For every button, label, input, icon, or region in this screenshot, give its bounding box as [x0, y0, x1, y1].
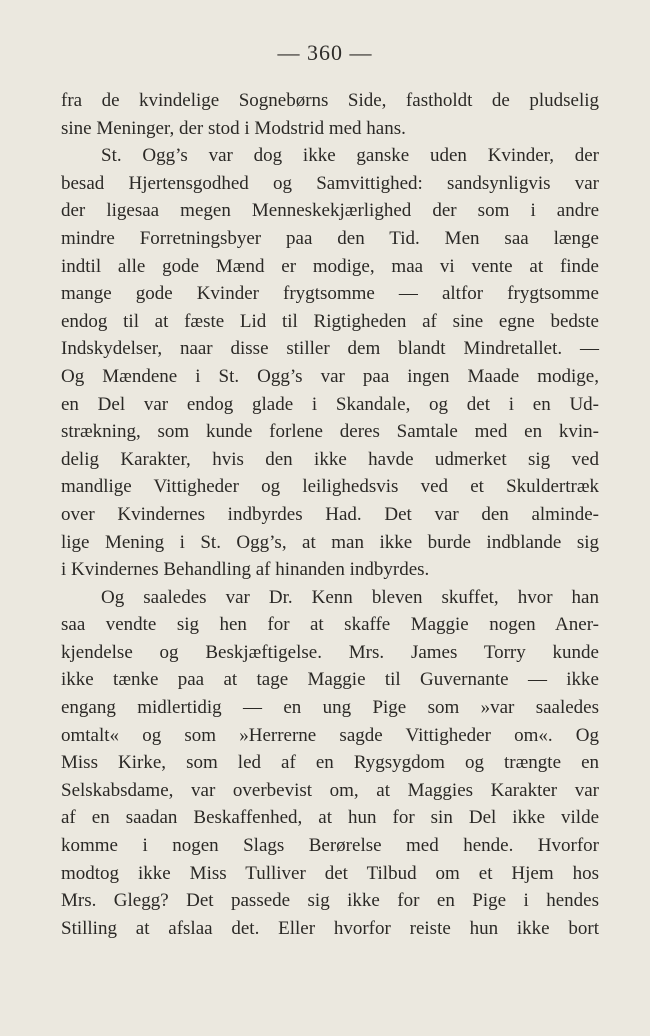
text-line: delig Karakter, hvis den ikke havde udmerket sig ved: [61, 448, 599, 470]
text-line: Miss Kirke, som led af en Rygsygdom og trængte en: [61, 752, 599, 774]
text-line: fra de kvindelige Sognebørns Side, fastholdt de pludselig: [61, 90, 599, 111]
text-line: modtog ikke Miss Tulliver det Tilbud om et Hjem hos: [61, 862, 599, 884]
text-line: omtalt« og som »Herrerne sagde Vittigheder om«. Og: [61, 724, 599, 746]
text-line: der ligesaa megen Menneskekjærlighed der som i andre: [61, 200, 599, 222]
text-line: mindre Forretningsbyer paa den Tid. Men saa længe: [61, 227, 599, 249]
text-line: ikke tænke paa at tage Maggie til Guvernante — ikke: [61, 669, 599, 691]
text-line: sine Meninger, der stod i Modstrid med hans.: [61, 117, 406, 139]
text-line: en Del var endog glade i Skandale, og det i en Ud-: [61, 393, 599, 415]
text-line: Mrs. Glegg? Det passede sig ikke for en Pige i hendes: [61, 890, 599, 912]
text-line: over Kvindernes indbyrdes Had. Det var den alminde-: [61, 503, 599, 525]
text-line: komme i nogen Slags Berørelse med hende. Hvorfor: [61, 835, 599, 857]
text-line: i Kvindernes Behandling af hinanden indbyrdes.: [61, 559, 430, 581]
text-line: Og Mændene i St. Ogg’s var paa ingen Maade modige,: [61, 365, 599, 387]
text-line: Stilling at afslaa det. Eller hvorfor reiste hun ikke bort: [61, 917, 599, 939]
text-line: St. Ogg’s var dog ikke ganske uden Kvinder, der: [101, 145, 599, 167]
page-number: — 360 —: [277, 40, 373, 65]
text-line: Selskabsdame, var overbevist om, at Maggies Karakter var: [61, 779, 599, 801]
text-line: indtil alle gode Mænd er modige, maa vi vente at finde: [61, 255, 599, 277]
text-line: kjendelse og Beskjæftigelse. Mrs. James Torry kunde: [61, 641, 599, 663]
text-line: af en saadan Beskaffenhed, at hun for sin Del ikke vilde: [61, 807, 599, 829]
text-line: saa vendte sig hen for at skaffe Maggie nogen Aner-: [61, 614, 599, 636]
text-line: Og saaledes var Dr. Kenn bleven skuffet, hvor han: [101, 586, 599, 608]
body-text: [61, 87, 599, 942]
text-line: Indskydelser, naar disse stiller dem blandt Mindretallet. —: [61, 338, 599, 360]
text-line: besad Hjertensgodhed og Samvittighed: sandsynligvis var: [61, 172, 599, 194]
text-line: endog til at fæste Lid til Rigtigheden af sine egne bedste: [61, 310, 599, 332]
text-line: mandlige Vittigheder og leilighedsvis ved et Skuldertræk: [61, 476, 599, 498]
text-line: lige Mening i St. Ogg’s, at man ikke burde indblande sig: [61, 531, 599, 553]
text-line: engang midlertidig — en ung Pige som »var saaledes: [61, 697, 599, 719]
text-line: strækning, som kunde forlene deres Samtale med en kvin-: [61, 421, 599, 443]
text-line: mange gode Kvinder frygtsomme — altfor frygtsomme: [61, 283, 599, 305]
